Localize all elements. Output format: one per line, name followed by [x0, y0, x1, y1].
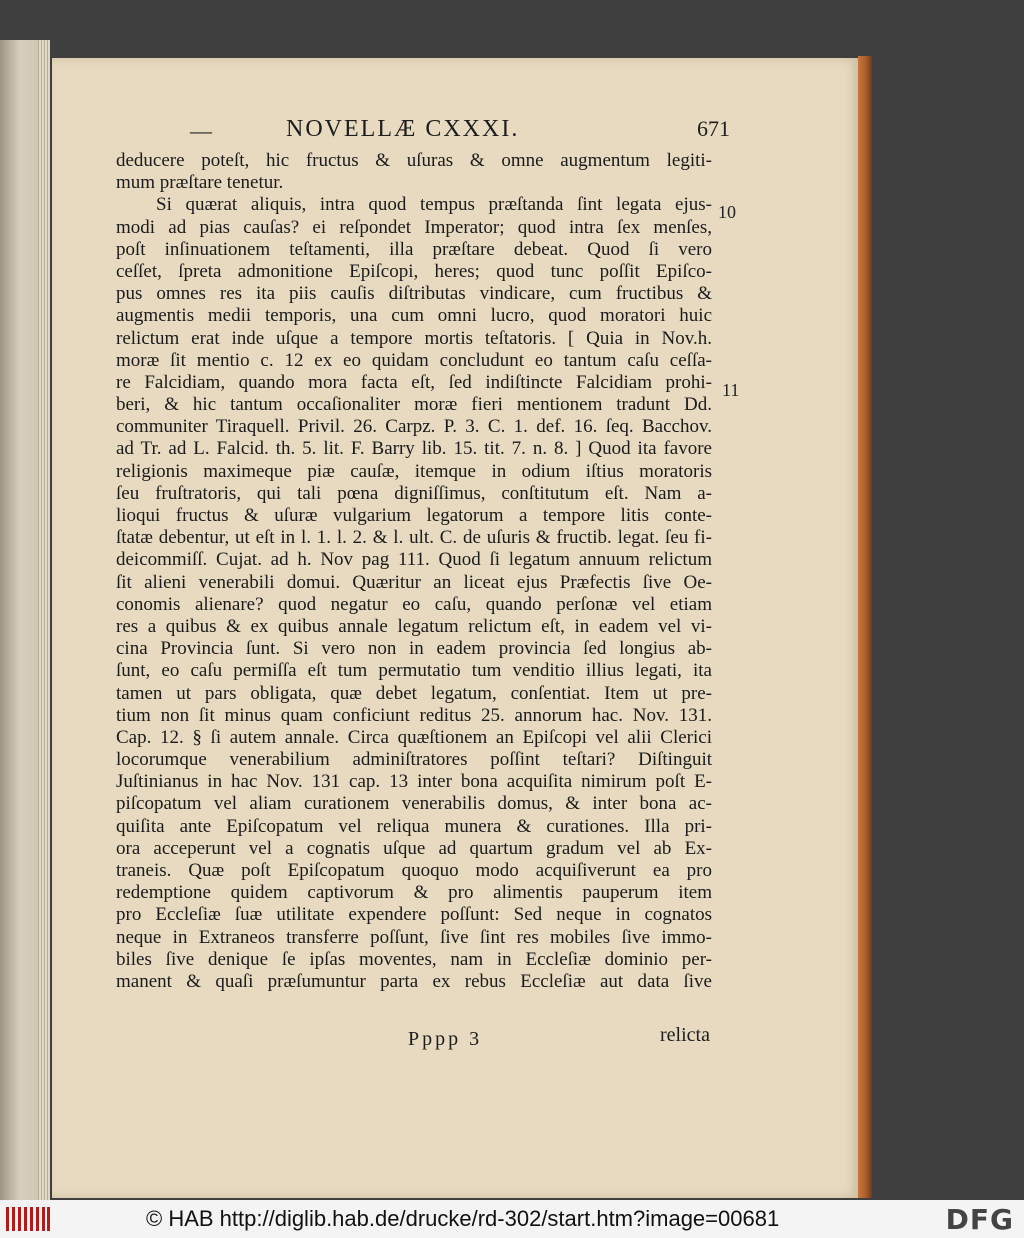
text-line: beri, & hic tantum occaſionaliter moræ fieri mentionem tradunt Dd.	[116, 394, 712, 416]
text-line: deicommiſſ. Cujat. ad h. Nov pag 111. Quod ſi legatum annuum relictum	[116, 549, 712, 571]
body-text	[116, 150, 712, 993]
text-line: Juſtinianus in hac Nov. 131 cap. 13 inter bona acquiſita nimirum poſt E-	[116, 771, 712, 793]
header-dash: —	[190, 118, 212, 143]
text-line: religionis maximeque piæ cauſæ, itemque in odium iſtius moratoris	[116, 460, 712, 482]
text-line: communiter Tiraquell. Privil. 26. Carpz. P. 3. C. 1. def. 16. ſeq. Bacchov.	[116, 416, 712, 438]
adjacent-page-edge	[0, 40, 50, 1200]
text-line: poſt inſinuationem teſtamenti, illa præſtare debeat. Quod ſi vero	[116, 238, 712, 260]
text-line: biles ſive denique ſe ipſas moventes, nam in Eccleſiæ dominio per-	[116, 948, 712, 970]
text-line: Cap. 12. § ſi autem annale. Circa quæſtionem an Epiſcopi vel alii Clerici	[116, 726, 712, 748]
hab-barcode-icon	[6, 1207, 50, 1231]
text-line: deducere poteſt, hic fructus & uſuras & omne augmentum legiti-	[116, 150, 712, 171]
text-line: pus omnes res ita piis cauſis diſtributas vindicare, cum fructibus &	[116, 283, 712, 305]
text-line: mum præſtare tenetur.	[116, 172, 284, 194]
signature-mark: Pppp 3	[408, 1028, 483, 1050]
text-line: relictum erat inde uſque a tempore mortis teſtatoris. [ Quia in Nov.h.	[116, 327, 712, 349]
margin-number: 11	[722, 380, 740, 400]
running-header	[190, 116, 730, 146]
running-title: NOVELLÆ CXXXI.	[286, 116, 520, 142]
text-line: quiſita ante Epiſcopatum vel reliqua munera & curationes. Illa pri-	[116, 815, 712, 837]
text-line: augmentis medii temporis, una cum omni lucro, quod moratori huic	[116, 305, 712, 327]
text-line: ſeu fruſtratoris, qui tali pœna digniſſimus, conſtitutum eſt. Nam a-	[116, 482, 712, 504]
text-line: tamen ut pars obligata, quæ debet legatum, conſentiat. Item ut pre-	[116, 682, 712, 704]
text-line: tium non ſit minus quam conficiunt reditus 25. annorum hac. Nov. 131.	[116, 704, 712, 726]
text-line: neque in Extraneos transferre poſſunt, ſive ſint res mobiles ſive immo-	[116, 926, 712, 948]
text-line: ſtatæ debentur, ut eſt in l. 1. l. 2. & l. ult. C. de uſuris & fructib. legat. ſeu fi-	[116, 527, 712, 549]
margin-number: 10	[718, 202, 736, 222]
text-line: ora acceperunt vel a cognatis uſque ad quartum gradum vel ab Ex-	[116, 837, 712, 859]
dfg-logo: DFG	[945, 1203, 1014, 1236]
text-line: ceſſet, ſpreta admonitione Epiſcopi, heres; quod tunc poſſit Epiſco-	[116, 260, 712, 282]
page-fore-edge	[858, 56, 872, 1198]
text-line: traneis. Quæ poſt Epiſcopatum quoquo modo acquiſiverunt ea pro	[116, 860, 712, 881]
catchword: relicta	[660, 1024, 710, 1046]
text-line: modi ad pias cauſas? ei reſpondet Imperator; quod intra ſex menſes,	[116, 216, 712, 238]
text-line: manent & quaſi præſumuntur parta ex rebus Eccleſiæ aut data ſive	[116, 970, 712, 992]
text-line: ſit alieni venerabili domui. Quæritur an liceat ejus Præfectis ſive Oe-	[116, 571, 712, 593]
text-line: pro Eccleſiæ ſuæ utilitate expendere poſſunt: Sed neque in cognatos	[116, 904, 712, 926]
text-line: ad Tr. ad L. Falcid. th. 5. lit. F. Barry lib. 15. tit. 7. n. 8. ] Quod ita favore	[116, 438, 712, 460]
text-line: conomis alienare? quod negatur eo caſu, quando perſonæ vel etiam	[116, 593, 712, 615]
text-line: redemptione quidem captivorum & pro alimentis pauperum item	[116, 882, 712, 904]
text-line: moræ ſit mentio c. 12 ex eo quidam concludunt eo tantum caſu ceſſa-	[116, 349, 712, 371]
text-line: res a quibus & ex quibus annale legatum relictum eſt, in eadem vel vi-	[116, 615, 712, 637]
copyright-url[interactable]: © HAB http://diglib.hab.de/drucke/rd-302/start.htm?image=00681	[146, 1206, 780, 1231]
text-line: piſcopatum vel aliam curationem venerabilis domus, & inter bona ac-	[116, 793, 712, 815]
page-number: 671	[697, 116, 730, 141]
viewer-footer-bar	[0, 1200, 1024, 1238]
text-line: cina Provincia ſunt. Si vero non in eadem provincia ſed longius ab-	[116, 638, 712, 660]
text-line: ſunt, eo caſu permiſſa eſt tum permutatio tum venditio illius legati, ita	[116, 660, 712, 682]
text-line: Si quærat aliquis, intra quod tempus præſtanda ſint legata ejus-	[156, 194, 712, 216]
text-line: locorumque venerabilium adminiſtratores poſſint teſtari? Diſtinguit	[116, 749, 712, 771]
text-line: lioqui fructus & uſuræ vulgarium legatorum a tempore litis conte-	[116, 505, 712, 526]
text-line: re Falcidiam, quando mora facta eſt, ſed indiſtincte Falcidiam prohi-	[116, 371, 712, 393]
